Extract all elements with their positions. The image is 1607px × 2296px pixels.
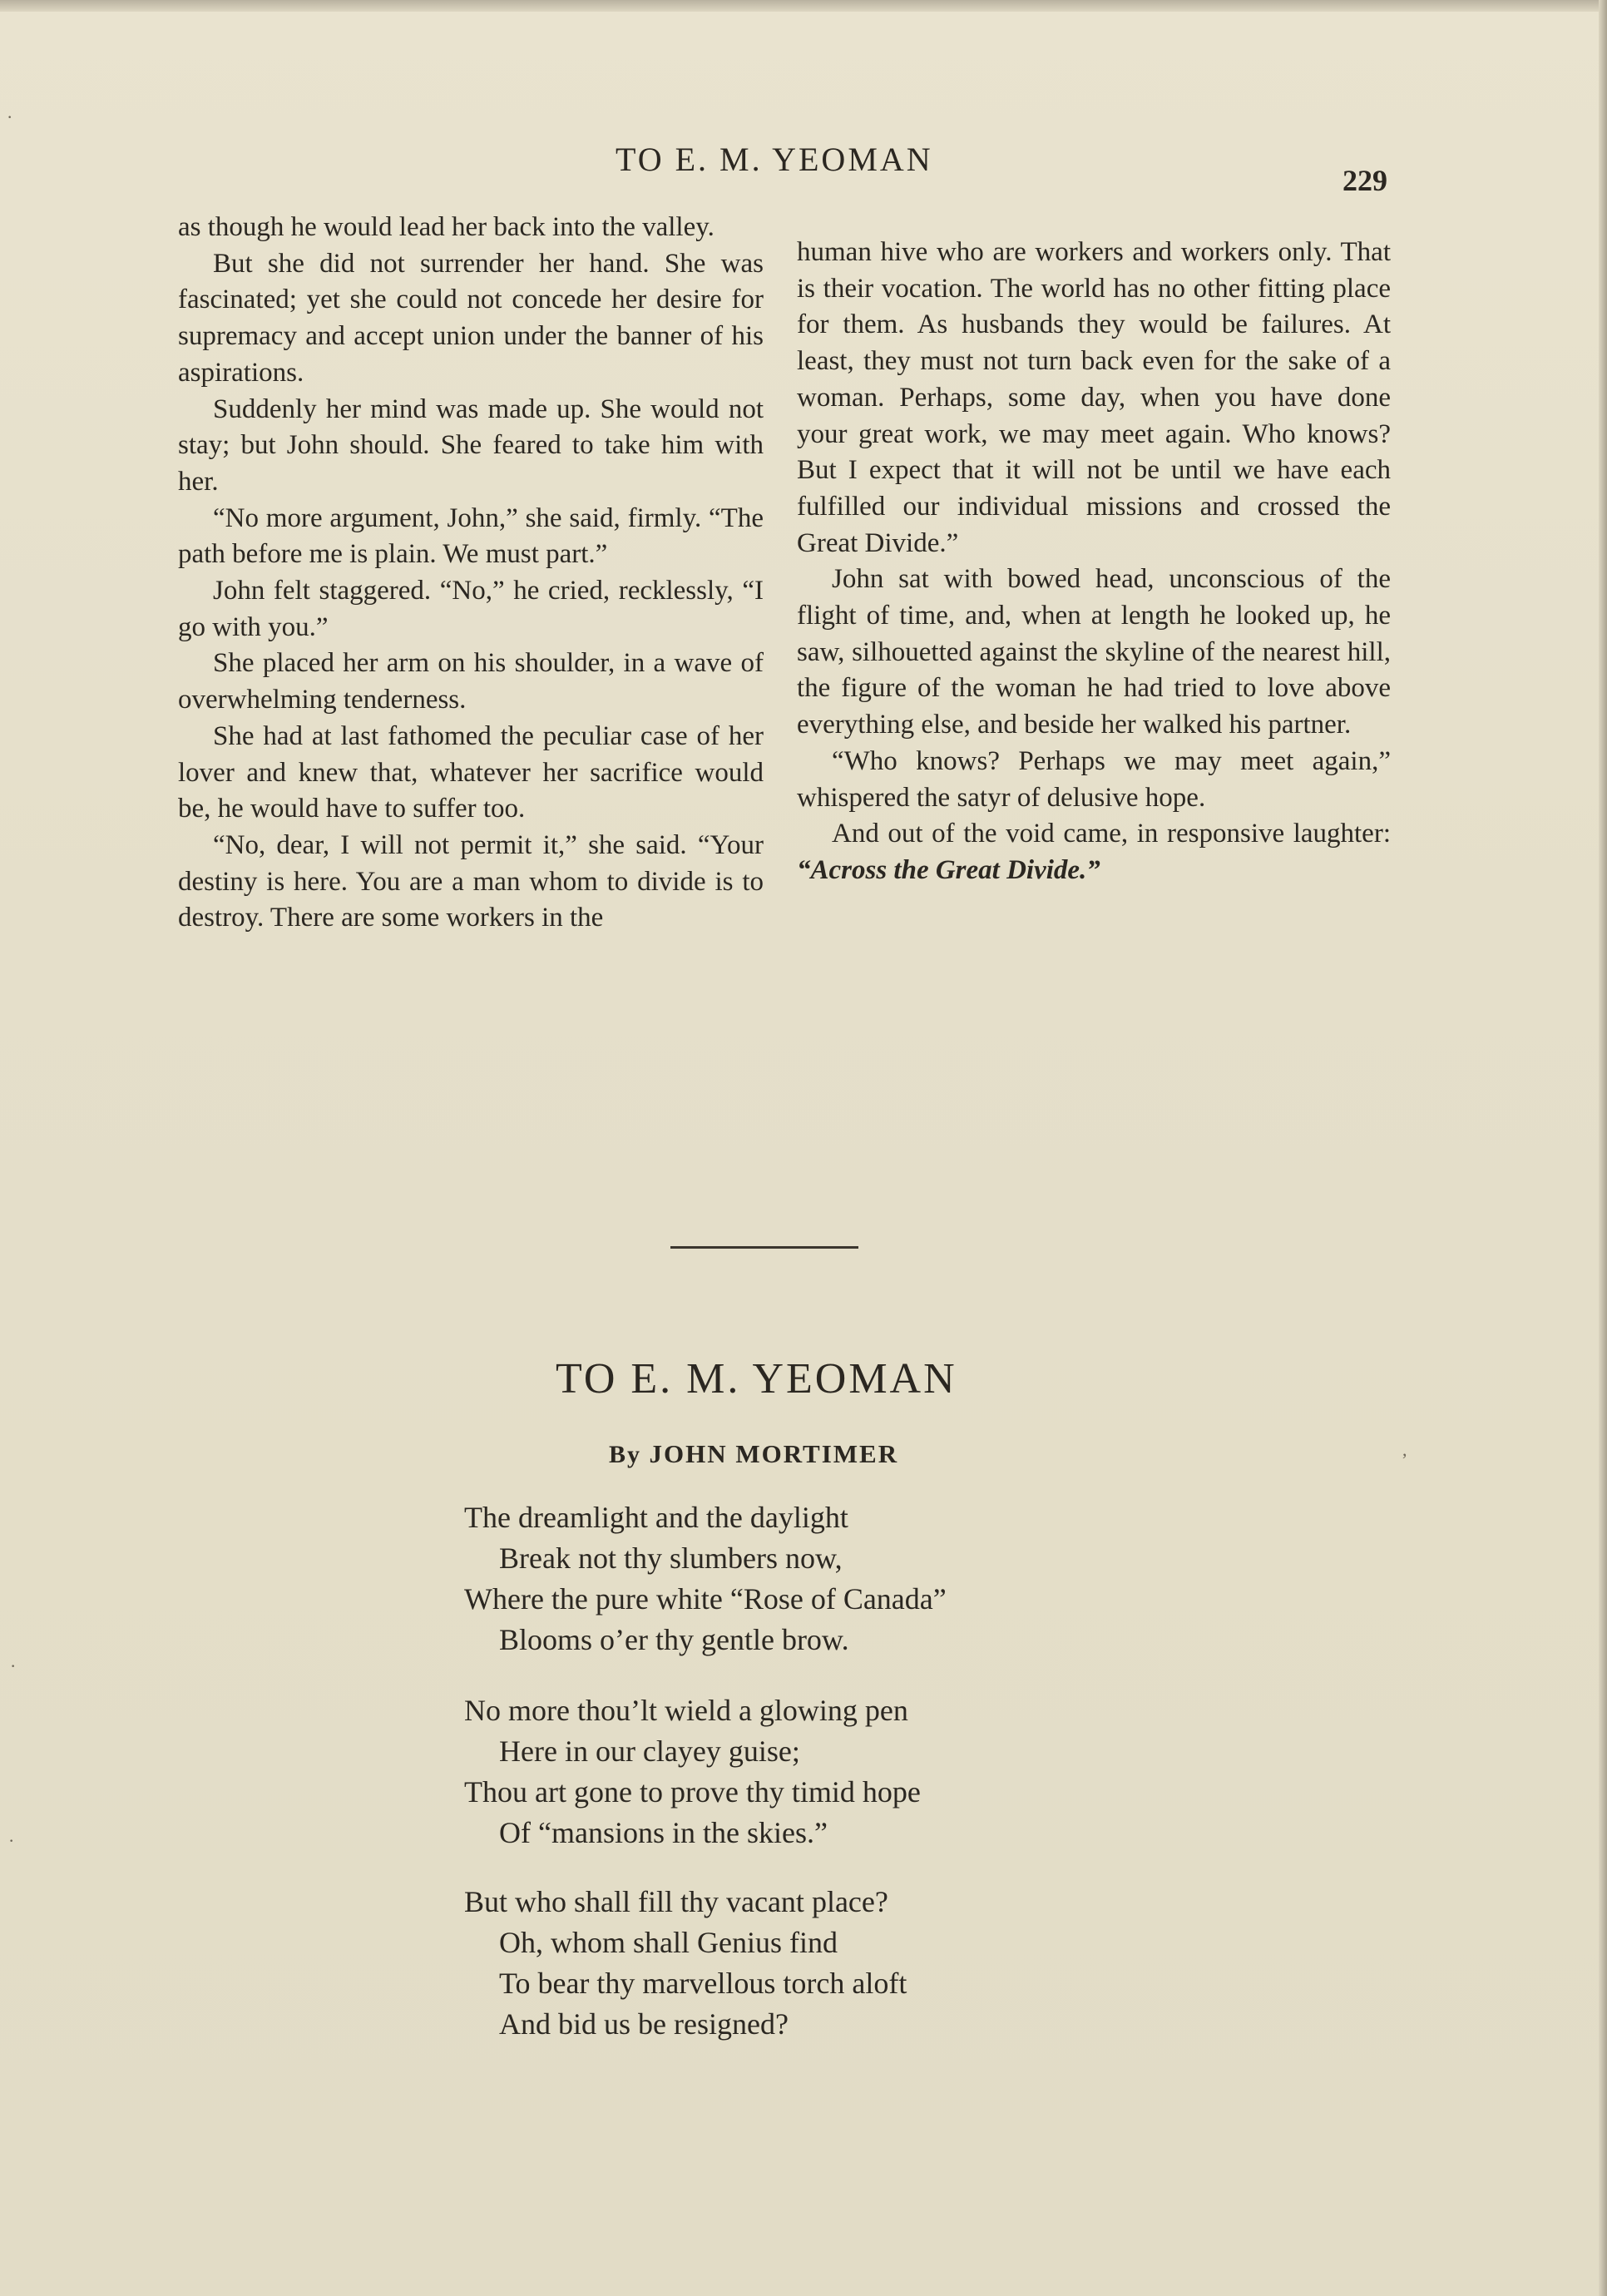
- paragraph: John sat with bowed head, unconscious of the flight of time, and, when at length he looked up, he saw, silhouetted against the skyline of the nearest hill, the figure of the woman he had tried to love above everything else, and beside her walked his partner.: [797, 564, 1391, 740]
- paragraph: [797, 816, 1391, 888]
- paragraph: Suddenly her mind was made up. She would not stay; but John should. She feared to take him with her.: [178, 393, 764, 497]
- paragraph: “No more argument, John,” she said, firmly. “The path before me is plain. We must part.”: [178, 502, 764, 570]
- poem-line: Blooms o’er thy gentle brow.: [499, 1623, 849, 1656]
- poem-stanza: [464, 1690, 1179, 1853]
- paragraph-text: And out of the void came, in responsive laughter:: [832, 819, 1391, 849]
- paragraph: as though he would lead her back into the valley.: [178, 212, 714, 242]
- poem-line: Of “mansions in the skies.”: [499, 1816, 828, 1849]
- margin-speck: ,: [1402, 1439, 1407, 1460]
- page-top-edge: [0, 0, 1607, 12]
- paragraph: “No, dear, I will not permit it,” she said. “Your destiny is here. You are a man whom to divide is to destroy. There are some workers in the: [178, 829, 764, 933]
- left-text-column: [178, 210, 764, 937]
- poem-line: The dreamlight and the daylight: [464, 1501, 848, 1534]
- paragraph: human hive who are workers and workers only. That is their vocation. The world has no other fitting place for them. As husbands they would be failures. At least, they must not turn back even for the sake of a woman. Perhaps, some day, when you have done your great work, we may meet again. Who knows? But I expect that it will not be until we have each fulfilled our individual missions and crossed the Great Divide.”: [797, 237, 1391, 558]
- italic-phrase: “Across the Great Divide.”: [797, 854, 1100, 885]
- poem-line: To bear thy marvellous torch aloft: [499, 1967, 907, 2000]
- poem-line: Break not thy slumbers now,: [499, 1541, 843, 1575]
- margin-speck: ·: [7, 106, 13, 127]
- running-head: TO E. M. YEOMAN: [616, 141, 933, 178]
- poem-byline: [609, 1439, 898, 1469]
- poem-line: Here in our clayey guise;: [499, 1734, 800, 1768]
- byline-prefix: By: [609, 1441, 642, 1468]
- section-divider-rule: [670, 1246, 858, 1249]
- poem-stanza: [464, 1497, 1179, 1660]
- page-right-edge: [1599, 0, 1607, 2296]
- poem-stanza: [464, 1882, 1179, 2045]
- margin-speck: ·: [10, 1655, 17, 1676]
- right-text-column: [797, 235, 1391, 889]
- poem-line: And bid us be resigned?: [499, 2007, 789, 2041]
- margin-speck: ·: [8, 1830, 15, 1851]
- author-name: JOHN MORTIMER: [649, 1439, 899, 1468]
- paragraph: She placed her arm on his shoulder, in a wave of overwhelming tenderness.: [178, 648, 764, 715]
- paragraph: “Who knows? Perhaps we may meet again,” whispered the satyr of delusive hope.: [797, 745, 1391, 813]
- paragraph: She had at last fathomed the peculiar case of her lover and knew that, whatever her sacrifice would be, he would have to suffer too.: [178, 720, 764, 824]
- poem-line: Where the pure white “Rose of Canada”: [464, 1582, 947, 1616]
- poem-title: TO E. M. YEOMAN: [556, 1355, 957, 1403]
- poem-line: Thou art gone to prove thy timid hope: [464, 1775, 921, 1809]
- poem-line: No more thou’lt wield a glowing pen: [464, 1694, 908, 1727]
- paragraph: But she did not surrender her hand. She was fascinated; yet she could not concede her desire for supremacy and accept union under the banner of his aspirations.: [178, 248, 764, 388]
- paragraph: John felt staggered. “No,” he cried, recklessly, “I go with you.”: [178, 576, 764, 642]
- page-number: 229: [1342, 164, 1387, 197]
- poem-line: But who shall fill thy vacant place?: [464, 1885, 888, 1918]
- poem-line: Oh, whom shall Genius find: [499, 1926, 838, 1959]
